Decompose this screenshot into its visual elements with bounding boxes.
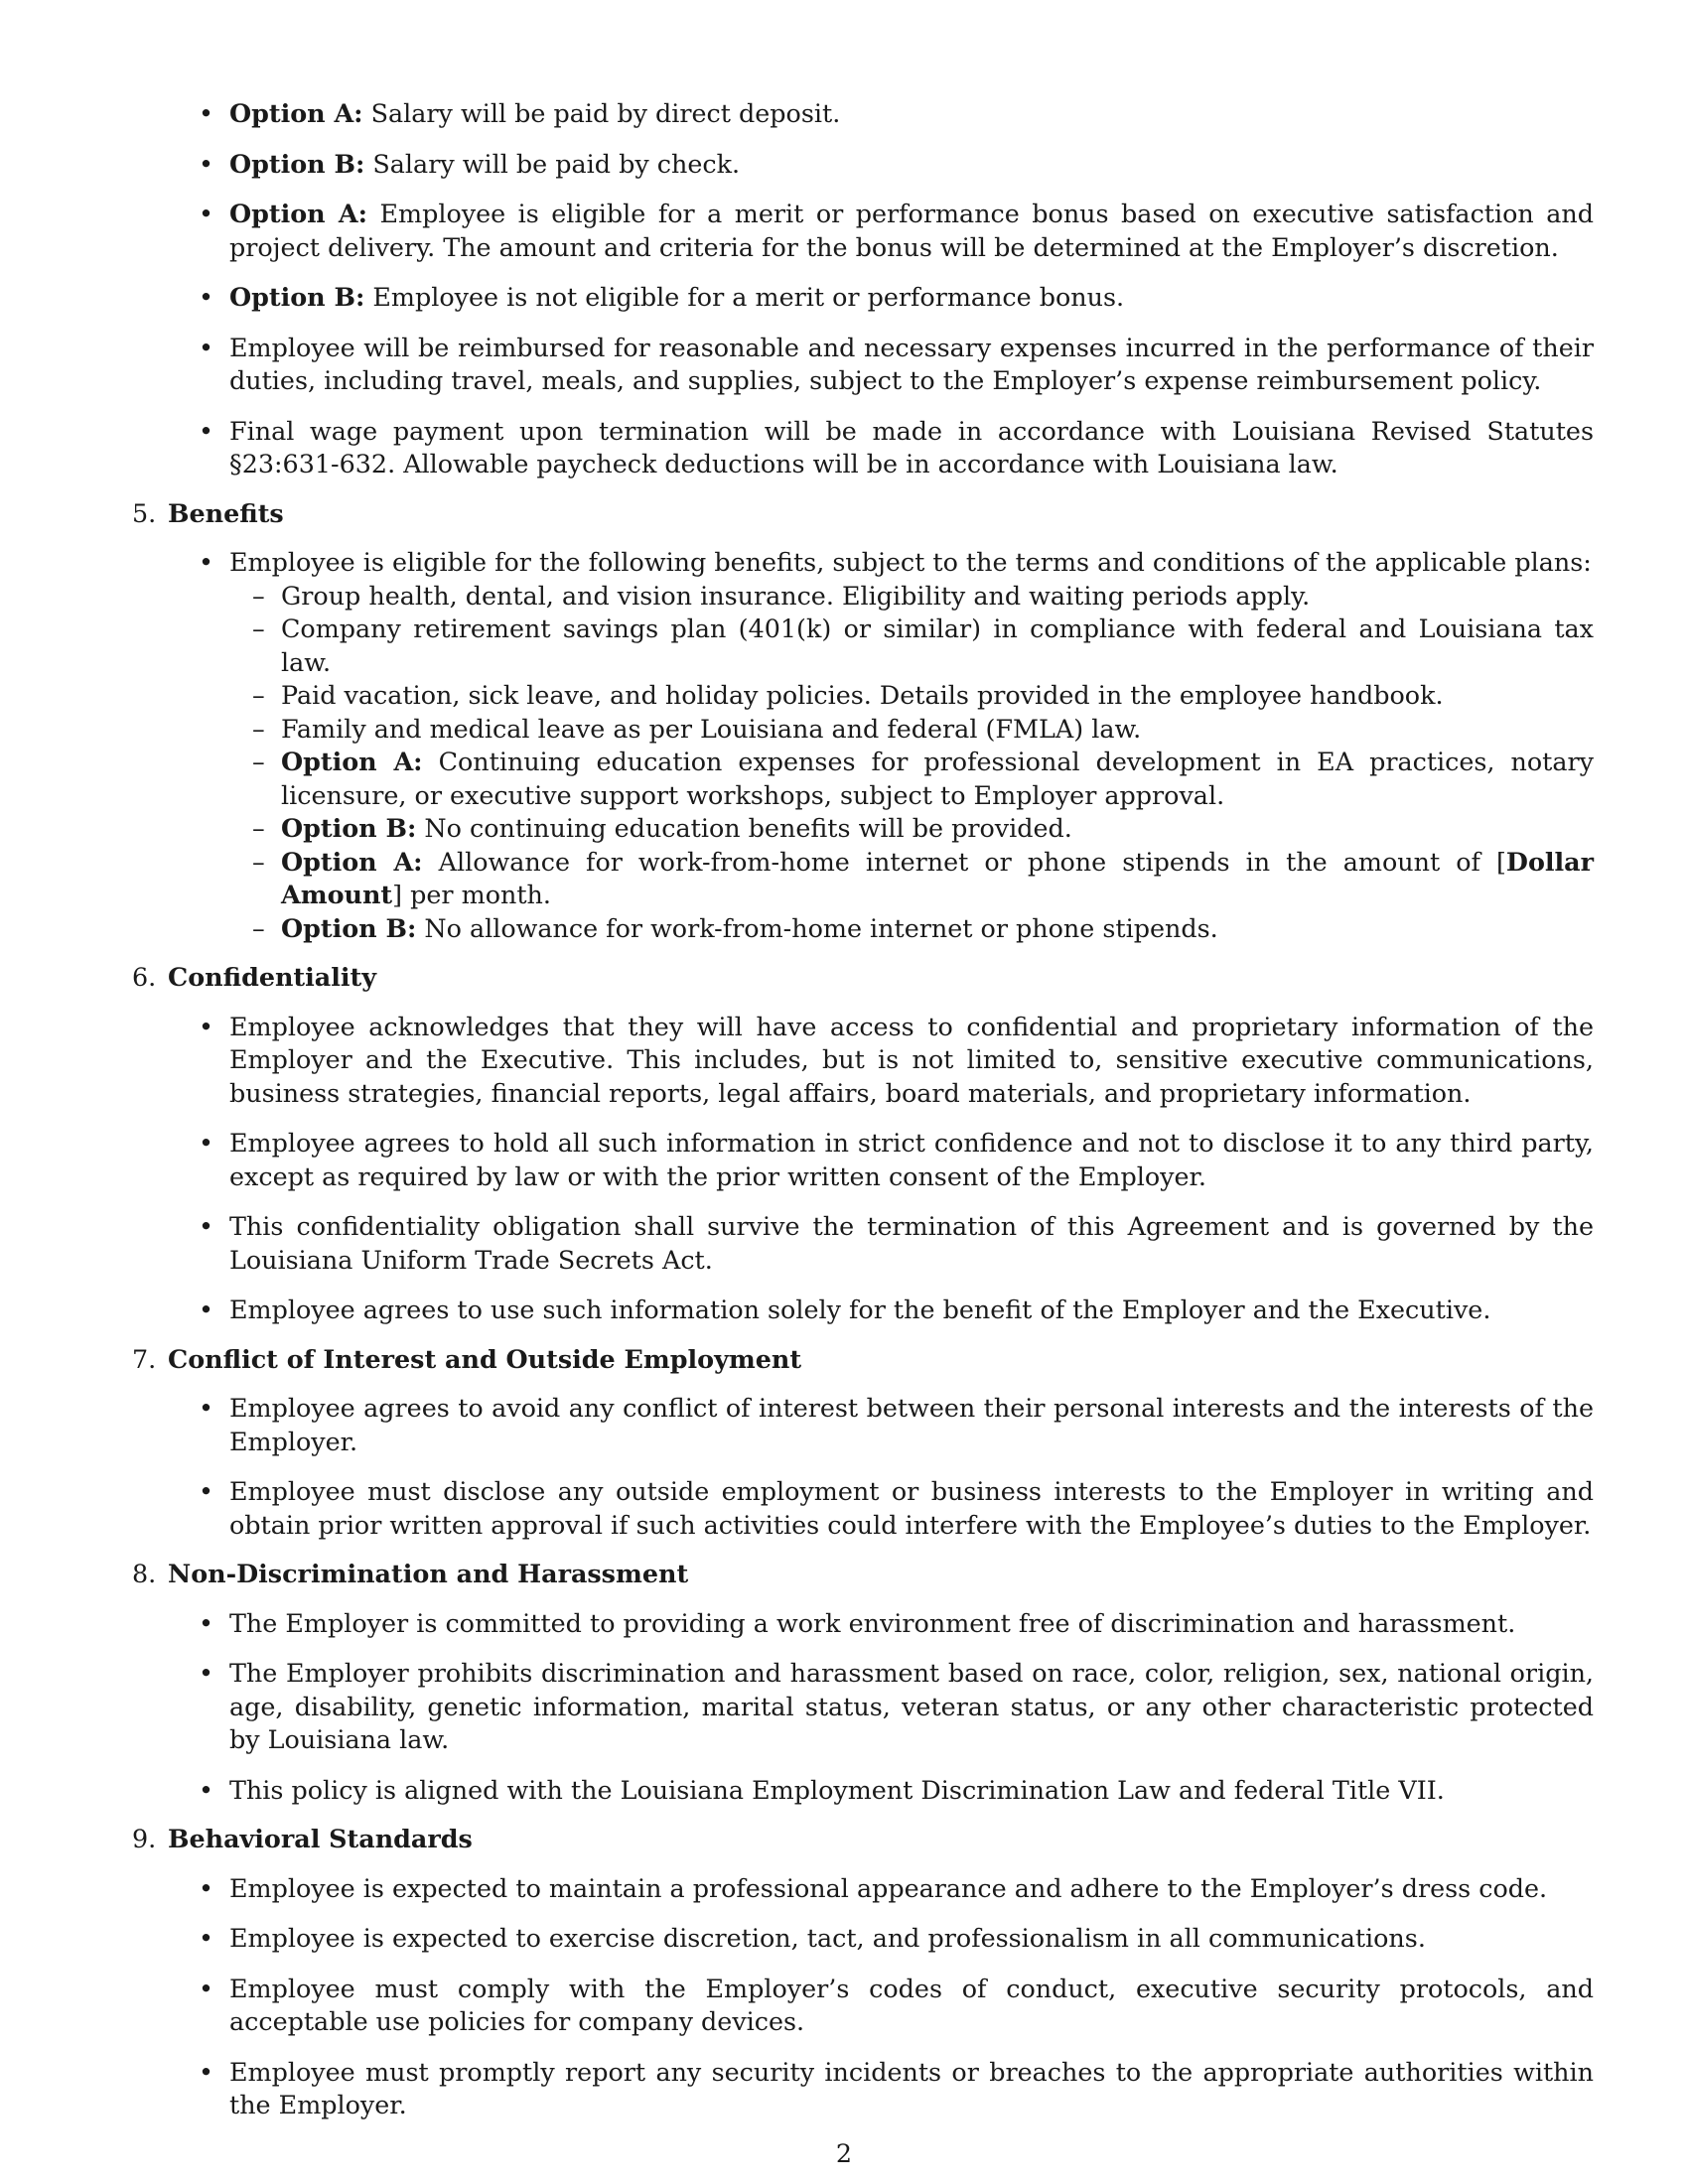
sublist-item-text: No allowance for work-from-home internet or phone stipends. [416, 912, 1218, 943]
section-heading-behavioral-standards [130, 1823, 1594, 1856]
option-label: Option B: [281, 813, 417, 843]
option-label: Option B: [281, 912, 417, 943]
document-body [130, 97, 1594, 2138]
option-label: Option B: [229, 148, 365, 179]
option-label: Option A: [229, 199, 367, 228]
placeholder-dollar-amount: Dollar Amount [281, 846, 1594, 909]
section-heading-conflict-of-interest [130, 1343, 1594, 1377]
option-label: Option A: [229, 98, 363, 128]
sublist-item [229, 580, 1594, 614]
list-item [130, 97, 1594, 131]
sublist-item [229, 613, 1594, 679]
section-number: 5. [132, 497, 157, 528]
confidentiality-bullets [130, 1011, 1594, 1327]
list-item: • The Employer prohibits discrimination and harassment based on race, color, religion, sex, national origin, age, disability, genetic information, marital status, veteran status, or any other characteristic protected by Louisiana law. [130, 1657, 1594, 1757]
section-number: 9. [132, 1824, 157, 1853]
sublist-item-text: Family and medical leave as per Louisiana and federal (FMLA) law. [281, 713, 1142, 744]
list-item [130, 148, 1594, 182]
list-item [130, 332, 1594, 398]
list-item: • Employee agrees to avoid any conflict of interest between their personal interests and the interests of the Employer. [130, 1392, 1594, 1458]
list-item: • Employee agrees to hold all such information in strict confidence and not to disclose it to any third party, except as required by law or with the prior written consent of the Employer. [130, 1127, 1594, 1193]
sublist-item [229, 846, 1594, 912]
sublist-item-text: Group health, dental, and vision insurance. Eligibility and waiting periods apply. [281, 580, 1311, 611]
sublist-item [229, 746, 1594, 812]
sublist-item-tail: ] per month. [392, 880, 551, 909]
list-item-text: Employee will be reimbursed for reasonable and necessary expenses incurred in the performance of their duties, including travel, meals, and supplies, subject to the Employer’s expense reimbursement policy. [229, 332, 1594, 395]
list-item-text: Employee is eligible for a merit or performance bonus based on executive satisfaction and project delivery. The amount and criteria for the bonus will be determined at the Employer’s discretion. [229, 199, 1594, 262]
sublist-item [229, 713, 1594, 747]
list-item: • Employee must comply with the Employer’s codes of conduct, executive security protocols, and acceptable use policies for company devices. [130, 1973, 1594, 2039]
list-item-text: Salary will be paid by direct deposit. [362, 98, 841, 128]
sublist-item [229, 912, 1594, 946]
option-label: Option B: [229, 282, 365, 312]
section-title: Confidentiality [168, 962, 377, 992]
sublist-item [229, 679, 1594, 713]
list-item-text: Employee is eligible for the following benefits, subject to the terms and conditions of the applicable plans: [229, 547, 1592, 577]
section-title: Conflict of Interest and Outside Employment [168, 1343, 802, 1374]
list-item [130, 546, 1594, 945]
section-title: Behavioral Standards [168, 1824, 473, 1853]
list-item [130, 198, 1594, 264]
sublist-item-text: Paid vacation, sick leave, and holiday policies. Details provided in the employee handbook. [281, 680, 1444, 710]
list-item: • The Employer is committed to providing a work environment free of discrimination and harassment. [130, 1607, 1594, 1641]
list-item [130, 415, 1594, 481]
section-number: 8. [132, 1559, 157, 1588]
list-item: • Employee is expected to maintain a professional appearance and adhere to the Employer’s dress code. [130, 1872, 1594, 1906]
section-heading-non-discrimination [130, 1558, 1594, 1591]
behavioral-standards-bullets [130, 1872, 1594, 2122]
list-item: • This policy is aligned with the Louisiana Employment Discrimination Law and federal Title VII. [130, 1774, 1594, 1808]
list-item: • Employee must promptly report any security incidents or breaches to the appropriate authorities within the Employer. [130, 2056, 1594, 2122]
section-heading-benefits [130, 497, 1594, 531]
sublist-item-text: No continuing education benefits will be provided. [416, 813, 1072, 843]
non-discrimination-bullets [130, 1607, 1594, 1808]
list-item-text: Final wage payment upon termination will be made in accordance with Louisiana Revised Statutes §23:631-632. Allowable paycheck deductions will be in accordance with Louisiana law. [229, 415, 1594, 478]
benefits-bullets [130, 546, 1594, 945]
list-item-text: Employee is not eligible for a merit or performance bonus. [364, 282, 1125, 312]
option-label: Option A: [281, 846, 423, 877]
list-item [130, 281, 1594, 315]
section-number: 6. [132, 962, 157, 992]
list-item: • Employee must disclose any outside employment or business interests to the Employer in writing and obtain prior written approval if such activities could interfere with the Employee’s duties to the Employer. [130, 1475, 1594, 1542]
list-item: • Employee is expected to exercise discretion, tact, and professionalism in all communications. [130, 1922, 1594, 1956]
sublist-item-text: Allowance for work-from-home internet or phone stipends in the amount of [ [422, 846, 1506, 877]
sublist-item [229, 812, 1594, 846]
list-item: • Employee agrees to use such information solely for the benefit of the Employer and the Executive. [130, 1294, 1594, 1327]
page-number: 2 [835, 2138, 853, 2168]
sublist-item-text: Continuing education expenses for professional development in EA practices, notary licensure, or executive support workshops, subject to Employer approval. [281, 747, 1594, 810]
option-label: Option A: [281, 747, 423, 776]
benefits-sublist [229, 580, 1594, 946]
section-title: Non-Discrimination and Harassment [168, 1559, 689, 1588]
section-title: Benefits [168, 497, 284, 528]
section-number: 7. [132, 1343, 157, 1374]
compensation-bullets [130, 97, 1594, 481]
list-item: • Employee acknowledges that they will have access to confidential and proprietary information of the Employer and the Executive. This includes, but is not limited to, sensitive executive communications, business strategies, financial reports, legal affairs, board materials, and proprietary information. [130, 1011, 1594, 1111]
conflict-bullets [130, 1392, 1594, 1542]
list-item: • This confidentiality obligation shall survive the termination of this Agreement and is governed by the Louisiana Uniform Trade Secrets Act. [130, 1210, 1594, 1277]
section-heading-confidentiality [130, 961, 1594, 995]
list-item-text: Salary will be paid by check. [364, 148, 741, 179]
sublist-item-text: Company retirement savings plan (401(k) or similar) in compliance with federal and Louisiana tax law. [281, 614, 1594, 677]
